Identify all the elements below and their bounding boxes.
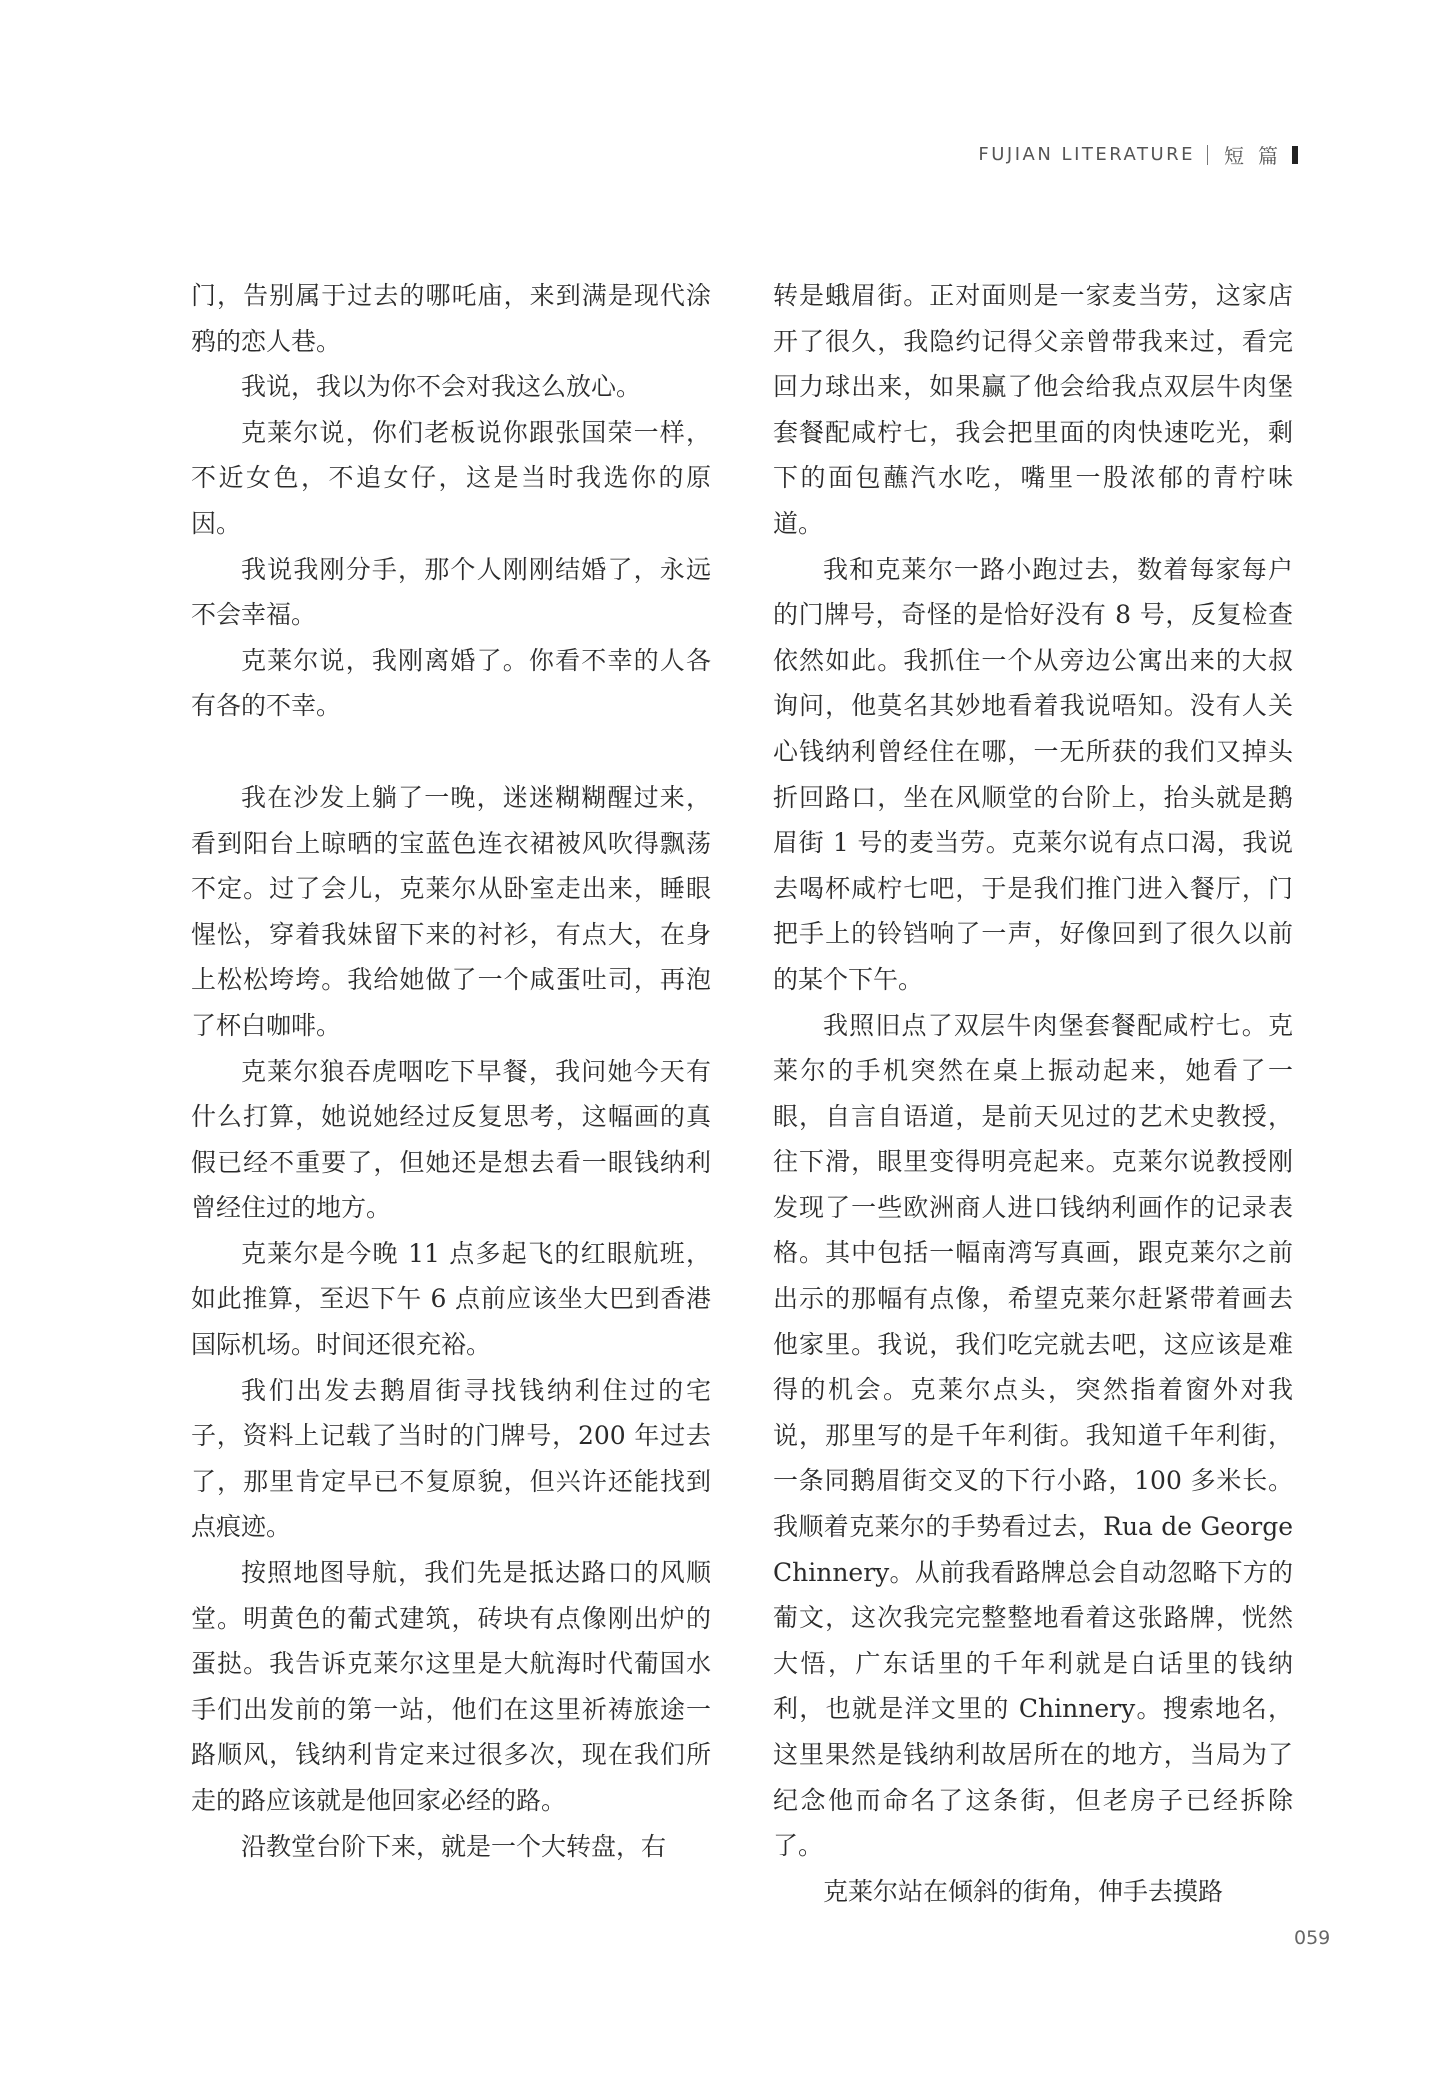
paragraph: 克莱尔是今晚 11 点多起飞的红眼航班，如此推算，至迟下午 6 点前应该坐大巴到香港国际机场。时间还很充裕。 (191, 1238, 711, 1360)
paragraph: 转是蛾眉街。正对面则是一家麦当劳，这家店开了很久，我隐约记得父亲曾带我来过，看完回力球出来，如果赢了他会给我点双层牛肉堡套餐配咸柠七，我会把里面的肉快速吃光，剩下的面包蘸汽水吃，嘴里一股浓郁的青柠味道。 (773, 281, 1293, 538)
header-divider (1207, 145, 1208, 165)
journal-name: FUJIAN LITERATURE (978, 144, 1195, 165)
paragraph: 门，告别属于过去的哪吒庙，来到满是现代涂鸦的恋人巷。 (191, 281, 711, 356)
section-name: 短篇 (1224, 144, 1292, 168)
right-column (773, 273, 1293, 1914)
paragraph: 我在沙发上躺了一晚，迷迷糊糊醒过来，看到阳台上晾晒的宝蓝色连衣裙被风吹得飘荡不定。过了会儿，克莱尔从卧室走出来，睡眼惺忪，穿着我妹留下来的衬衫，有点大，在身上松松垮垮。我给她做了一个咸蛋吐司，再泡了杯白咖啡。 (191, 782, 711, 1040)
paragraph: 克莱尔说，你们老板说你跟张国荣一样，不近女色，不追女仔，这是当时我选你的原因。 (191, 417, 711, 538)
section-break (191, 729, 711, 775)
paragraph: 我和克莱尔一路小跑过去，数着每家每户的门牌号，奇怪的是恰好没有 8 号，反复检查依然如此。我抓住一个从旁边公寓出来的大叔询问，他莫名其妙地看着我说唔知。没有人关心钱纳利曾经住在哪，一无所获的我们又掉头折回路口，坐在风顺堂的台阶上，抬头就是鹅眉街 1 号的麦当劳。克莱尔说有点口渴，我说去喝杯咸柠七吧，于是我们推门进入餐厅，门把手上的铃铛响了一声，好像回到了很久以前的某个下午。 (773, 554, 1293, 994)
paragraph: 按照地图导航，我们先是抵达路口的风顺堂。明黄色的葡式建筑，砖块有点像刚出炉的蛋挞。我告诉克莱尔这里是大航海时代葡国水手们出发前的第一站，他们在这里祈祷旅途一路顺风，钱纳利肯定来过很多次，现在我们所走的路应该就是他回家必经的路。 (191, 1558, 711, 1815)
paragraph: 沿教堂台阶下来，就是一个大转盘，右 (241, 1831, 667, 1861)
paragraph: 我说我刚分手，那个人刚刚结婚了，永远不会幸福。 (191, 554, 711, 630)
paragraph: 克莱尔站在倾斜的街角，伸手去摸路 (823, 1876, 1224, 1906)
paragraph: 克莱尔狼吞虎咽吃下早餐，我问她今天有什么打算，她说她经过反复思考，这幅画的真假已经不重要了，但她还是想去看一眼钱纳利曾经住过的地方。 (191, 1056, 711, 1223)
paragraph: 我照旧点了双层牛肉堡套餐配咸柠七。克莱尔的手机突然在桌上振动起来，她看了一眼，自言自语道，是前天见过的艺术史教授，往下滑，眼里变得明亮起来。克莱尔说教授刚发现了一些欧洲商人进口钱纳利画作的记录表格。其中包括一幅南湾写真画，跟克莱尔之前出示的那幅有点像，希望克莱尔赶紧带着画去他家里。我说，我们吃完就去吧，这应该是难得的机会。克莱尔点头，突然指着窗外对我说，那里写的是千年利街。我知道千年利街，一条同鹅眉街交叉的下行小路，100 多米长。我顺着克莱尔的手势看过去，Rua de George Chinnery。从前我看路牌总会自动忽略下方的葡文，这次我完完整整地看着这张路牌，恍然大悟，广东话里的千年利就是白话里的钱纳利，也就是洋文里的 Chinnery。搜索地名，这里果然是钱纳利故居所在的地方，当局为了纪念他而命名了这条街，但老房子已经拆除了。 (773, 1010, 1293, 1861)
page-number: 059 (1294, 1927, 1331, 1949)
running-header (978, 140, 1298, 169)
paragraph: 我说，我以为你不会对我这么放心。 (241, 372, 642, 402)
paragraph: 我们出发去鹅眉街寻找钱纳利住过的宅子，资料上记载了当时的门牌号，200 年过去了，那里肯定早已不复原貌，但兴许还能找到点痕迹。 (191, 1375, 711, 1542)
left-column (191, 273, 711, 1869)
header-marker (1292, 146, 1298, 164)
paragraph: 克莱尔说，我刚离婚了。你看不幸的人各有各的不幸。 (191, 645, 711, 721)
